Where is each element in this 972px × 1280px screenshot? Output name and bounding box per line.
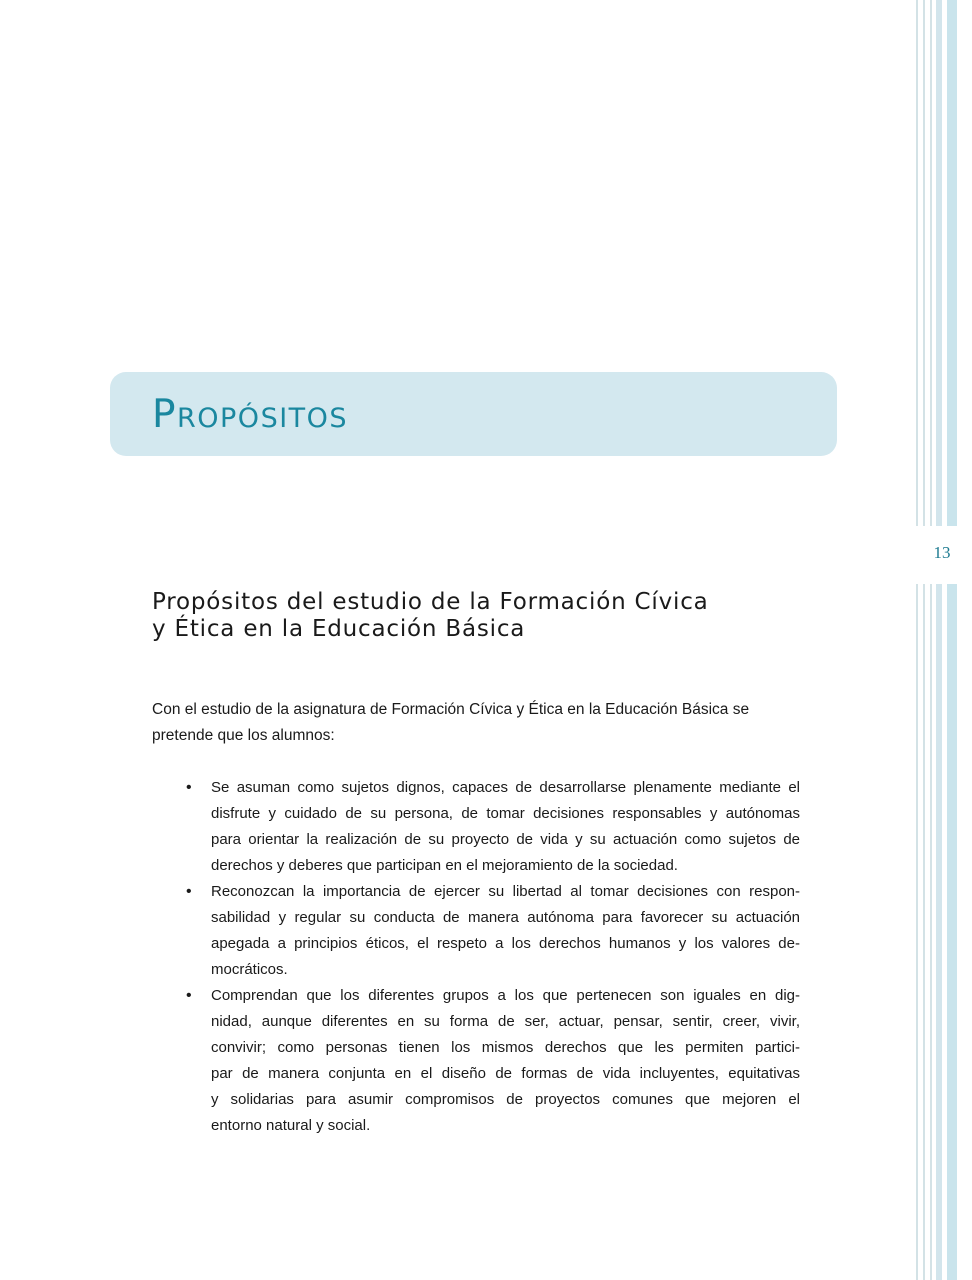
text-line: convivir; como personas tienen los mismos derechos que les permiten partici- (211, 1039, 800, 1056)
stripe (916, 584, 918, 1280)
stripe (930, 0, 932, 526)
text-line: sabilidad y regular su conducta de manera autónoma para favorecer su actuación (211, 909, 800, 926)
section-banner (110, 372, 837, 456)
text-line: Se asuman como sujetos dignos, capaces de desarrollarse plenamente mediante el (211, 779, 800, 796)
text-line: derechos y deberes que participan en el mejoramiento de la sociedad. (211, 857, 678, 874)
text-line: apegada a principios éticos, el respeto a los derechos humanos y los valores de- (211, 935, 800, 952)
stripe (923, 584, 925, 1280)
stripe (930, 584, 932, 1280)
text-line: Comprendan que los diferentes grupos a los que pertenecen son iguales en dig- (211, 987, 800, 1004)
bullet-icon: • (186, 779, 192, 796)
text-line: y solidarias para asumir compromisos de proyectos comunes que mejoren el (211, 1091, 800, 1108)
text-line: para orientar la realización de su proyecto de vida y su actuación como sujetos de (211, 831, 800, 848)
bullet-icon: • (186, 883, 192, 900)
text-line: Reconozcan la importancia de ejercer su libertad al tomar decisiones con respon- (211, 883, 800, 900)
intro-line: Con el estudio de la asignatura de Formación Cívica y Ética en la Educación Básica se (152, 701, 750, 718)
text-line: entorno natural y social. (211, 1117, 371, 1134)
stripe (916, 0, 918, 526)
section-title: Propósitos (152, 392, 349, 437)
purpose-item (152, 983, 800, 1139)
intro-paragraph (152, 697, 800, 749)
bullet-icon: • (186, 987, 192, 1004)
subtitle-line: Propósitos del estudio de la Formación Cívica (152, 589, 709, 615)
text-line: par de manera conjunta en el diseño de formas de vida incluyentes, equitativas (211, 1065, 800, 1082)
page-number: 13 (933, 543, 951, 562)
stripe (947, 0, 957, 526)
text-line: mocráticos. (211, 961, 288, 978)
stripe (936, 0, 942, 526)
stripe (947, 584, 957, 1280)
stripe (923, 0, 925, 526)
subtitle-heading (152, 589, 832, 643)
stripe (936, 584, 942, 1280)
text-line: nidad, aunque diferentes en su forma de ser, actuar, pensar, sentir, creer, vivir, (211, 1013, 800, 1030)
purpose-item (152, 775, 800, 879)
purpose-list (152, 775, 800, 1139)
text-line: disfrute y cuidado de su persona, de tomar decisiones responsables y autónomas (211, 805, 800, 822)
subtitle-line: y Ética en la Educación Básica (152, 616, 526, 642)
intro-line: pretende que los alumnos: (152, 727, 335, 744)
purpose-item (152, 879, 800, 983)
